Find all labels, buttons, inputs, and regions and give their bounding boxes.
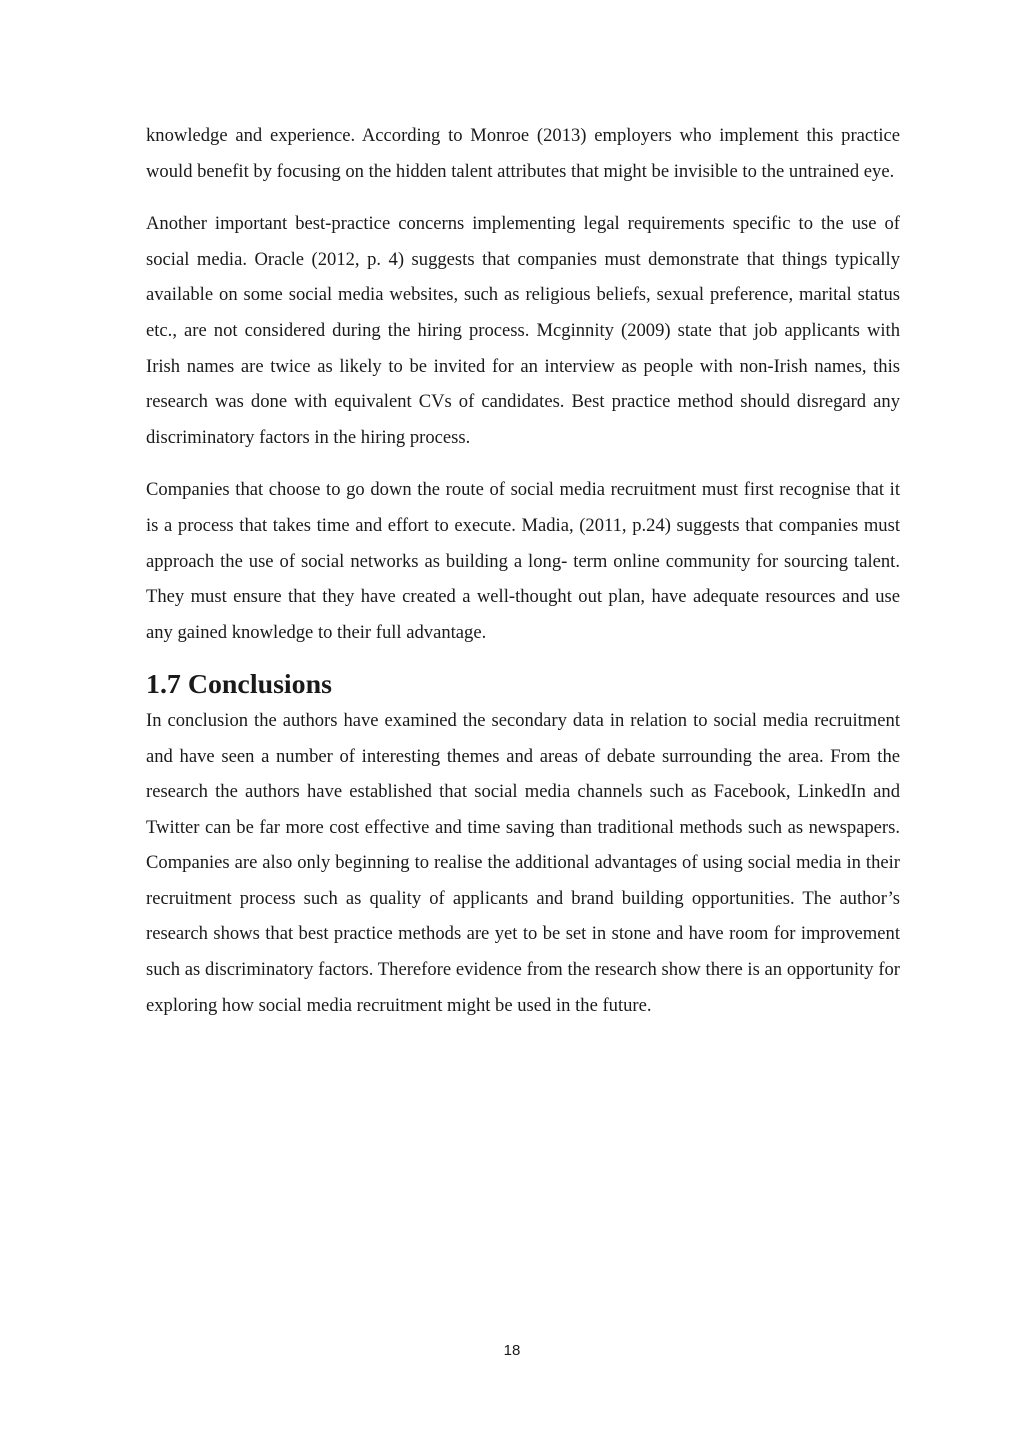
section-heading-conclusions: 1.7 Conclusions [146,669,332,701]
paragraph-monroe: knowledge and experience. According to Monroe (2013) employers who implement this practice would benefit by focusing on the hidden talent attributes that might be invisible to the untrained eye. [146,125,900,182]
paragraph-legal-requirements: Another important best-practice concerns implementing legal requirements specific to the use of social media. Oracle (2012, p. 4) suggests that companies must demonstrate that things typically available on some social media websites, such as religious beliefs, sexual preference, marital status etc., are not considered during the hiring process. Mcginnity (2009) state that job applicants with Irish names are twice as likely to be invited for an interview as people with non-Irish names, this research was done with equivalent CVs of candidates. Best practice method should disregard any discriminatory factors in the hiring process. [146,213,900,448]
paragraph-conclusion: In conclusion the authors have examined the secondary data in relation to social media recruitment and have seen a number of interesting themes and areas of debate surrounding the area. From the research the authors have established that social media channels such as Facebook, LinkedIn and Twitter can be far more cost effective and time saving than traditional methods such as newspapers. Companies are also only beginning to realise the additional advantages of using social media in their recruitment process such as quality of applicants and brand building opportunities. The author’s research shows that best practice methods are yet to be set in stone and have room for improvement such as discriminatory factors. Therefore evidence from the research show there is an opportunity for exploring how social media recruitment might be used in the future. [146,709,900,1016]
page-number: 18 [503,1342,521,1359]
document-page [146,118,900,1040]
paragraph-social-media-route: Companies that choose to go down the route of social media recruitment must first recognise that it is a process that takes time and effort to execute. Madia, (2011, p.24) suggests that companies must approach the use of social networks as building a long- term online community for sourcing talent. They must ensure that they have created a well-thought out plan, have adequate resources and use any gained knowledge to their full advantage. [146,479,900,643]
